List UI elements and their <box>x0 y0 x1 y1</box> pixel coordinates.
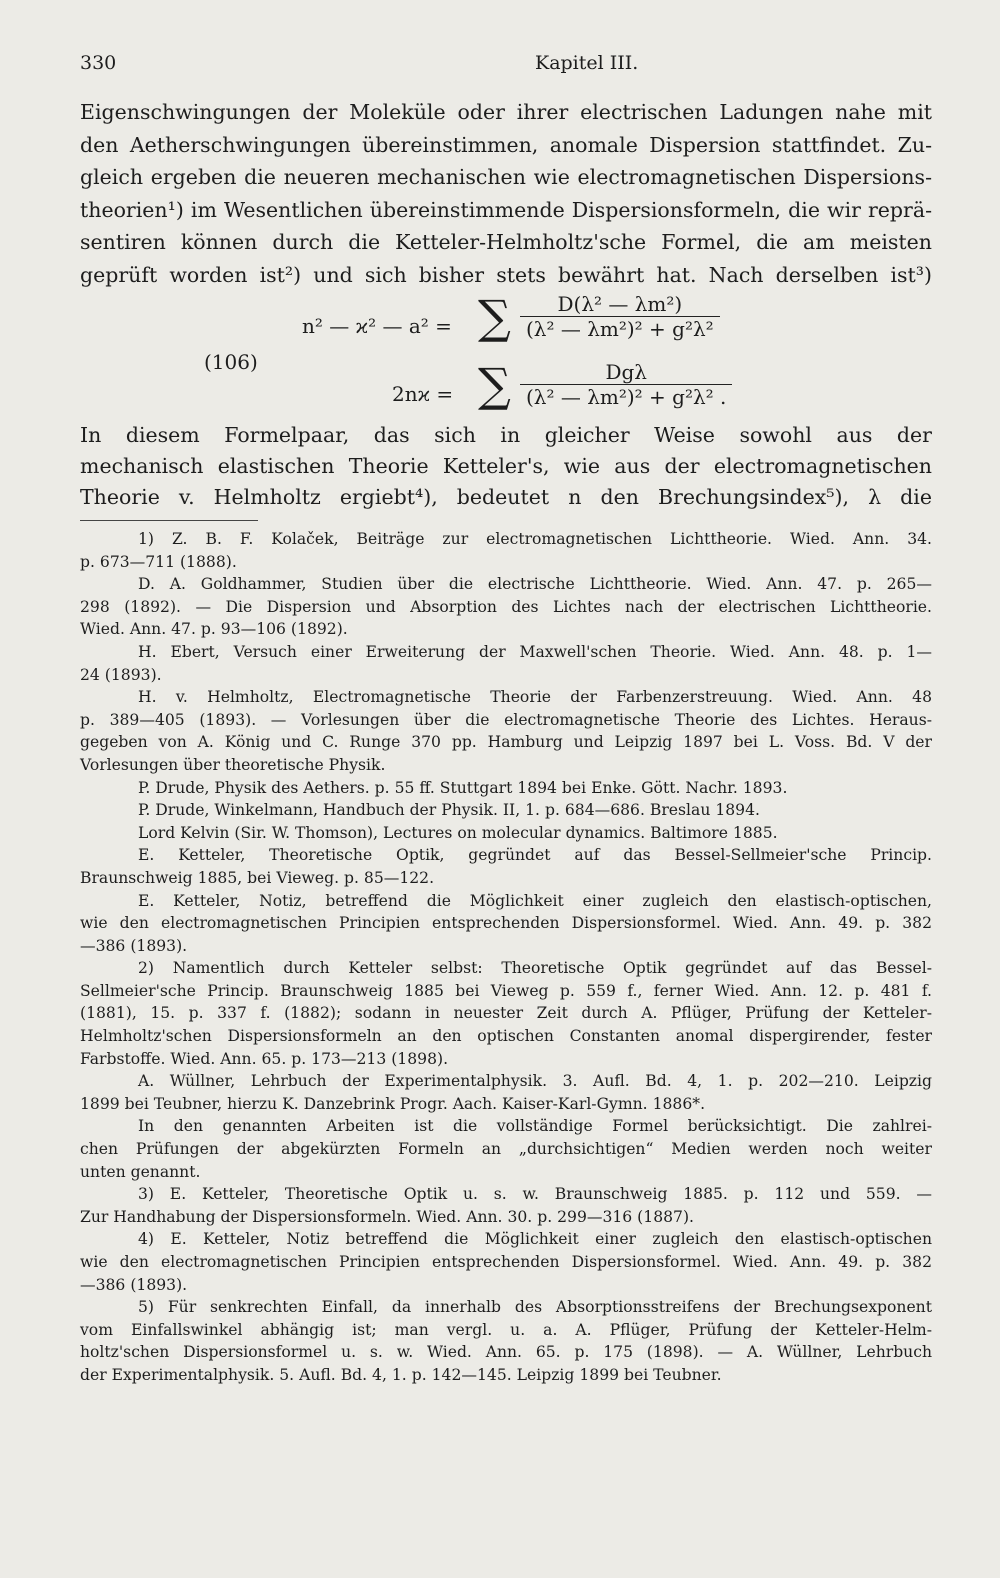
footnote-line: 298 (1892). — Die Dispersion und Absorption des Lichtes nach der electrischen Lichttheorie. <box>80 597 932 616</box>
footnote-line: 1899 bei Teubner, hierzu K. Danzebrink Progr. Aach. Kaiser-Karl-Gymn. 1886*. <box>80 1094 706 1113</box>
footnote-line: unten genannt. <box>80 1162 201 1181</box>
footnote-line: chen Prüfungen der abgekürzten Formeln an „durchsichtigen“ Medien werden noch weiter <box>80 1140 932 1159</box>
equation-2-sum-sign: ∑ <box>478 358 511 412</box>
body-paragraph-continued <box>80 420 932 513</box>
footnote-line: H. v. Helmholtz, Electromagnetische Theorie der Farbenzerstreuung. Wied. Ann. 48 <box>138 688 932 707</box>
text-line: theorien¹) im Wesentlichen übereinstimmende Dispersionsformeln, die wir reprä- <box>80 197 932 222</box>
footnote-line: 1) Z. B. F. Kolaček, Beiträge zur electromagnetischen Lichttheorie. Wied. Ann. 34. <box>138 530 932 548</box>
footnote-line: Farbstoffe. Wied. Ann. 65. p. 173—213 (1898). <box>80 1049 449 1068</box>
text-line: geprüft worden ist²) und sich bisher stets bewährt hat. Nach derselben ist³) <box>80 262 932 287</box>
footnote-line: —386 (1893). <box>80 936 188 955</box>
equation-2-fraction <box>520 360 732 409</box>
footnote-line: wie den electromagnetischen Principien entsprechenden Dispersionsformel. Wied. Ann. 49. p. 382 <box>80 1253 932 1271</box>
text-line: Eigenschwingungen der Moleküle oder ihrer electrischen Ladungen nahe mit <box>80 100 932 124</box>
footnote-line: Zur Handhabung der Dispersionsformeln. Wied. Ann. 30. p. 299—316 (1887). <box>80 1207 694 1226</box>
footnote-line: H. Ebert, Versuch einer Erweiterung der Maxwell'schen Theorie. Wied. Ann. 48. p. 1— <box>138 642 932 661</box>
footnote-line: In den genannten Arbeiten ist die vollständige Formel berücksichtigt. Die zahlrei- <box>138 1117 932 1136</box>
footnote-line: E. Ketteler, Theoretische Optik, gegründet auf das Bessel-Sellmeier'sche Princip. <box>138 846 932 865</box>
equation-1-numerator: D(λ² — λm²) <box>557 292 683 316</box>
footnote-line: P. Drude, Winkelmann, Handbuch der Physik. II, 1. p. 684—686. Breslau 1894. <box>138 801 760 820</box>
footnote-line: —386 (1893). <box>80 1275 188 1294</box>
footnote-line: Wied. Ann. 47. p. 93—106 (1892). <box>80 620 348 639</box>
footnote-line: Vorlesungen über theoretische Physik. <box>80 755 386 774</box>
page-header <box>80 52 936 80</box>
equation-2-denominator: (λ² — λm²)² + g²λ² . <box>520 384 732 409</box>
equation-1-lhs: n² — ϰ² — a² = <box>302 314 452 338</box>
footnote-line: Braunschweig 1885, bei Vieweg. p. 85—122. <box>80 868 435 887</box>
footnote-line: Lord Kelvin (Sir. W. Thomson), Lectures on molecular dynamics. Baltimore 1885. <box>138 823 778 842</box>
equation-1-denominator: (λ² — λm²)² + g²λ² <box>520 316 720 341</box>
text-line: In diesem Formelpaar, das sich in gleicher Weise sowohl aus der <box>80 423 932 447</box>
footnote-line: 5) Für senkrechten Einfall, da innerhalb des Absorptionsstreifens der Brechungsexponent <box>138 1298 932 1317</box>
footnote-line: (1881), 15. p. 337 f. (1882); sodann in neuester Zeit durch A. Pflüger, Prüfung der Ketteler- <box>80 1004 932 1023</box>
text-line: sentiren können durch die Ketteler-Helmholtz'sche Formel, die am meisten <box>80 230 932 255</box>
footnote-line: D. A. Goldhammer, Studien über die electrische Lichttheorie. Wied. Ann. 47. p. 265— <box>138 575 932 594</box>
text-line: mechanisch elastischen Theorie Ketteler's, wie aus der electromagnetischen <box>80 454 932 478</box>
footnote-line: p. 389—405 (1893). — Vorlesungen über die electromagnetische Theorie des Lichtes. Heraus- <box>80 710 932 729</box>
footnote-rule <box>80 520 258 521</box>
running-head: Kapitel III. <box>535 52 639 74</box>
footnote-line: vom Einfallswinkel abhängig ist; man vergl. u. a. A. Pflüger, Prüfung der Ketteler-Helm- <box>80 1320 932 1339</box>
equation-1-sum-sign: ∑ <box>478 290 511 344</box>
footnote-line: p. 673—711 (1888). <box>80 552 237 571</box>
page-number: 330 <box>80 52 117 74</box>
footnote-line: gegeben von A. König und C. Runge 370 pp. Hamburg und Leipzig 1897 bei L. Voss. Bd. V der <box>80 733 932 752</box>
footnotes <box>80 528 932 1387</box>
footnote-line: der Experimentalphysik. 5. Aufl. Bd. 4, 1. p. 142—145. Leipzig 1899 bei Teubner. <box>80 1365 722 1384</box>
footnote-line: wie den electromagnetischen Principien entsprechenden Dispersionsformel. Wied. Ann. 49. p. 382 <box>80 914 932 933</box>
footnote-line: P. Drude, Physik des Aethers. p. 55 ff. Stuttgart 1894 bei Enke. Gött. Nachr. 1893. <box>138 778 788 797</box>
equation-number: (106) <box>204 350 258 374</box>
text-line: gleich ergeben die neueren mechanischen wie electromagnetischen Dispersions- <box>80 165 932 190</box>
footnote-line: Helmholtz'schen Dispersionsformeln an den optischen Constanten anomal dispergirender, fester <box>80 1027 932 1046</box>
body-paragraph <box>80 96 932 292</box>
equation-2-numerator: Dgλ <box>605 360 647 384</box>
footnote-line: E. Ketteler, Notiz, betreffend die Möglichkeit einer zugleich den elastisch-optischen, <box>138 891 932 910</box>
text-line: den Aetherschwingungen übereinstimmen, anomale Dispersion stattfindet. Zu- <box>80 132 932 157</box>
formula-106 <box>80 286 932 416</box>
footnote-line: 2) Namentlich durch Ketteler selbst: Theoretische Optik gegründet auf das Bessel- <box>138 959 932 978</box>
footnote-line: holtz'schen Dispersionsformel u. s. w. Wied. Ann. 65. p. 175 (1898). — A. Wüllner, Lehrbuch <box>80 1343 932 1362</box>
equation-1-fraction <box>520 292 720 341</box>
footnote-line: A. Wüllner, Lehrbuch der Experimentalphysik. 3. Aufl. Bd. 4, 1. p. 202—210. Leipzig <box>138 1072 932 1091</box>
equation-2-lhs: 2nϰ = <box>392 382 454 406</box>
footnote-line: 3) E. Ketteler, Theoretische Optik u. s. w. Braunschweig 1885. p. 112 und 559. — <box>138 1185 932 1204</box>
text-line: Theorie v. Helmholtz ergiebt⁴), bedeutet n den Brechungsindex⁵), λ die <box>80 485 932 509</box>
footnote-line: Sellmeier'sche Princip. Braunschweig 1885 bei Vieweg p. 559 f., ferner Wied. Ann. 12. p. 481 f. <box>80 981 932 1000</box>
footnote-line: 24 (1893). <box>80 665 162 684</box>
footnote-line: 4) E. Ketteler, Notiz betreffend die Möglichkeit einer zugleich den elastisch-optischen <box>138 1230 932 1249</box>
